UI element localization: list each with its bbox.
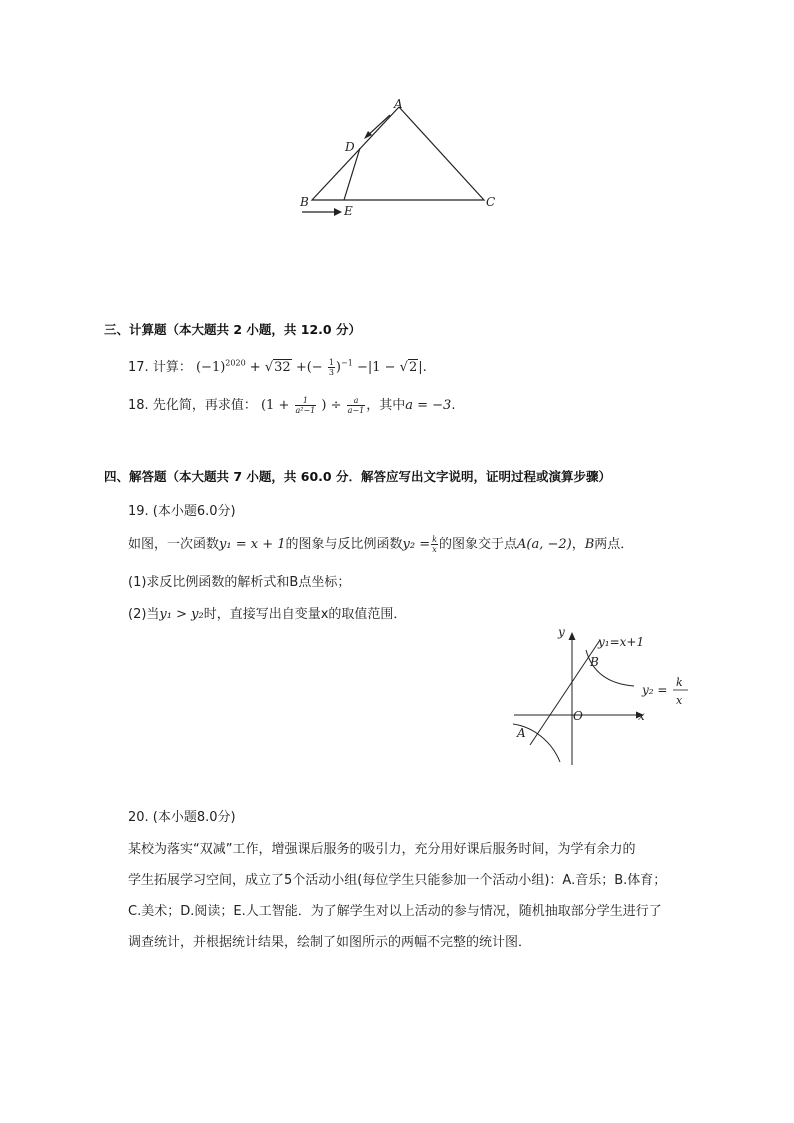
q19-header: 19. (本小题6.0分)	[128, 504, 236, 519]
q17-exp2: −1	[341, 358, 353, 368]
graph-line-label: y₁=x+1	[598, 635, 645, 649]
q19-stem-c: 的图象交于点	[438, 537, 517, 552]
q20-line4: 调查统计，并根据统计结果，绘制了如图所示的两幅不完整的统计图．	[128, 935, 532, 950]
graph-point-a-label: A	[517, 726, 526, 740]
segment-de	[344, 148, 360, 200]
q18-divide: ) ÷	[321, 398, 342, 413]
q18-condition: a = −3	[405, 398, 452, 413]
graph-y-label: y	[558, 625, 565, 639]
q17-frac-den: 3	[328, 368, 334, 377]
label-c: C	[486, 195, 496, 209]
q20-header: 20. (本小题8.0分)	[128, 810, 236, 825]
q18-open: (1 +	[260, 398, 290, 413]
q17-abs-close: |.	[418, 360, 427, 375]
q17-exp1: 2020	[225, 358, 246, 368]
q17-close: )	[335, 360, 341, 375]
section4-title: 四、解答题（本大题共 7 小题，共 60.0 分．解答应写出文字说明，证明过程或演算步骤）	[104, 469, 611, 484]
section3-title: 三、计算题（本大题共 2 小题，共 12.0 分）	[104, 322, 361, 337]
q20-line1: 某校为落实“双减”工作，增强课后服务的吸引力，充分用好课后服务时间，为学有余力的	[128, 842, 636, 857]
q17-sqrt-arg: 32	[274, 360, 291, 375]
q17-plus1: +	[249, 360, 261, 375]
q18-f2-num: a	[347, 396, 366, 406]
graph-curve-k: k	[676, 676, 683, 689]
q19-stem-d: ，	[571, 537, 585, 552]
q17-fraction	[328, 358, 335, 377]
q18-fraction1	[295, 396, 317, 415]
q18-f1-num: 1	[295, 396, 317, 406]
q19-part2	[128, 603, 406, 622]
q19-point-a: A(a, −2)	[516, 537, 572, 552]
q19-stem-b: 的图象与反比例函数	[285, 537, 403, 552]
q18-end: .	[451, 398, 456, 413]
q18-number: 18.	[128, 398, 149, 413]
q18-f2-den: a−1	[347, 406, 365, 415]
graph-x-label: x	[638, 709, 645, 723]
q17-frac-num: 1	[328, 358, 334, 367]
q20-line2: 学生拓展学习空间，成立了5个活动小组(每位学生只能参加一个活动小组)：A.音乐；B.体育；	[128, 873, 667, 888]
q17-number: 17.	[128, 360, 149, 375]
q17-sqrt2-arg: 2	[408, 360, 418, 375]
q19-y2-equation: y₂ =	[402, 537, 431, 552]
q17-sqrt2-sign: √	[399, 360, 408, 375]
arrow-head-e	[334, 208, 342, 216]
q19-k: k	[432, 535, 437, 544]
q18-f1-den: a²−1	[295, 406, 316, 415]
q17-sqrt-sign: √	[264, 360, 274, 375]
graph-origin-label: O	[573, 709, 583, 723]
graph-curve-x: x	[676, 694, 683, 707]
q20-line3: C.美术；D.阅读；E.人工智能．为了解学生对以上活动的参与情况，随机抽取部分学生进行了	[128, 904, 662, 919]
q19-stem	[128, 533, 633, 554]
q19-graph	[508, 620, 698, 770]
q17-lead: 计算：	[152, 360, 192, 375]
q19-part2-cond: y₁ > y₂	[159, 607, 204, 622]
q19-part1: (1)求反比例函数的解析式和B点坐标；	[128, 575, 351, 590]
question-17	[128, 356, 427, 377]
y-axis-arrow	[569, 632, 576, 640]
q19-point-b: B	[584, 537, 595, 552]
q19-y1-equation: y₁ = x + 1	[219, 537, 286, 552]
q18-lead: 先化简，再求值：	[152, 398, 257, 413]
q19-part2-b: 时，直接写出自变量x的取值范围．	[203, 607, 407, 622]
graph-curve-label: y₂ =	[642, 683, 668, 697]
q18-fraction2	[347, 396, 366, 415]
triangle-outline	[312, 107, 484, 200]
q19-k-over-x	[431, 535, 438, 554]
q19-stem-a: 如图，一次函数	[128, 537, 220, 552]
q17-abs: −|1 −	[356, 360, 396, 375]
label-a: A	[394, 97, 403, 111]
label-d: D	[345, 140, 355, 154]
q17-plus2: +(−	[295, 360, 323, 375]
q17-term1: (−1)	[195, 360, 226, 375]
q18-tail: ，其中	[366, 398, 406, 413]
graph-point-b-label: B	[590, 655, 599, 669]
q19-x: x	[432, 545, 437, 554]
q19-stem-e: 两点．	[594, 537, 634, 552]
label-e: E	[344, 204, 353, 218]
label-b: B	[300, 195, 309, 209]
q19-part2-a: (2)当	[128, 607, 160, 622]
triangle-figure	[290, 95, 510, 225]
question-18	[128, 394, 455, 415]
